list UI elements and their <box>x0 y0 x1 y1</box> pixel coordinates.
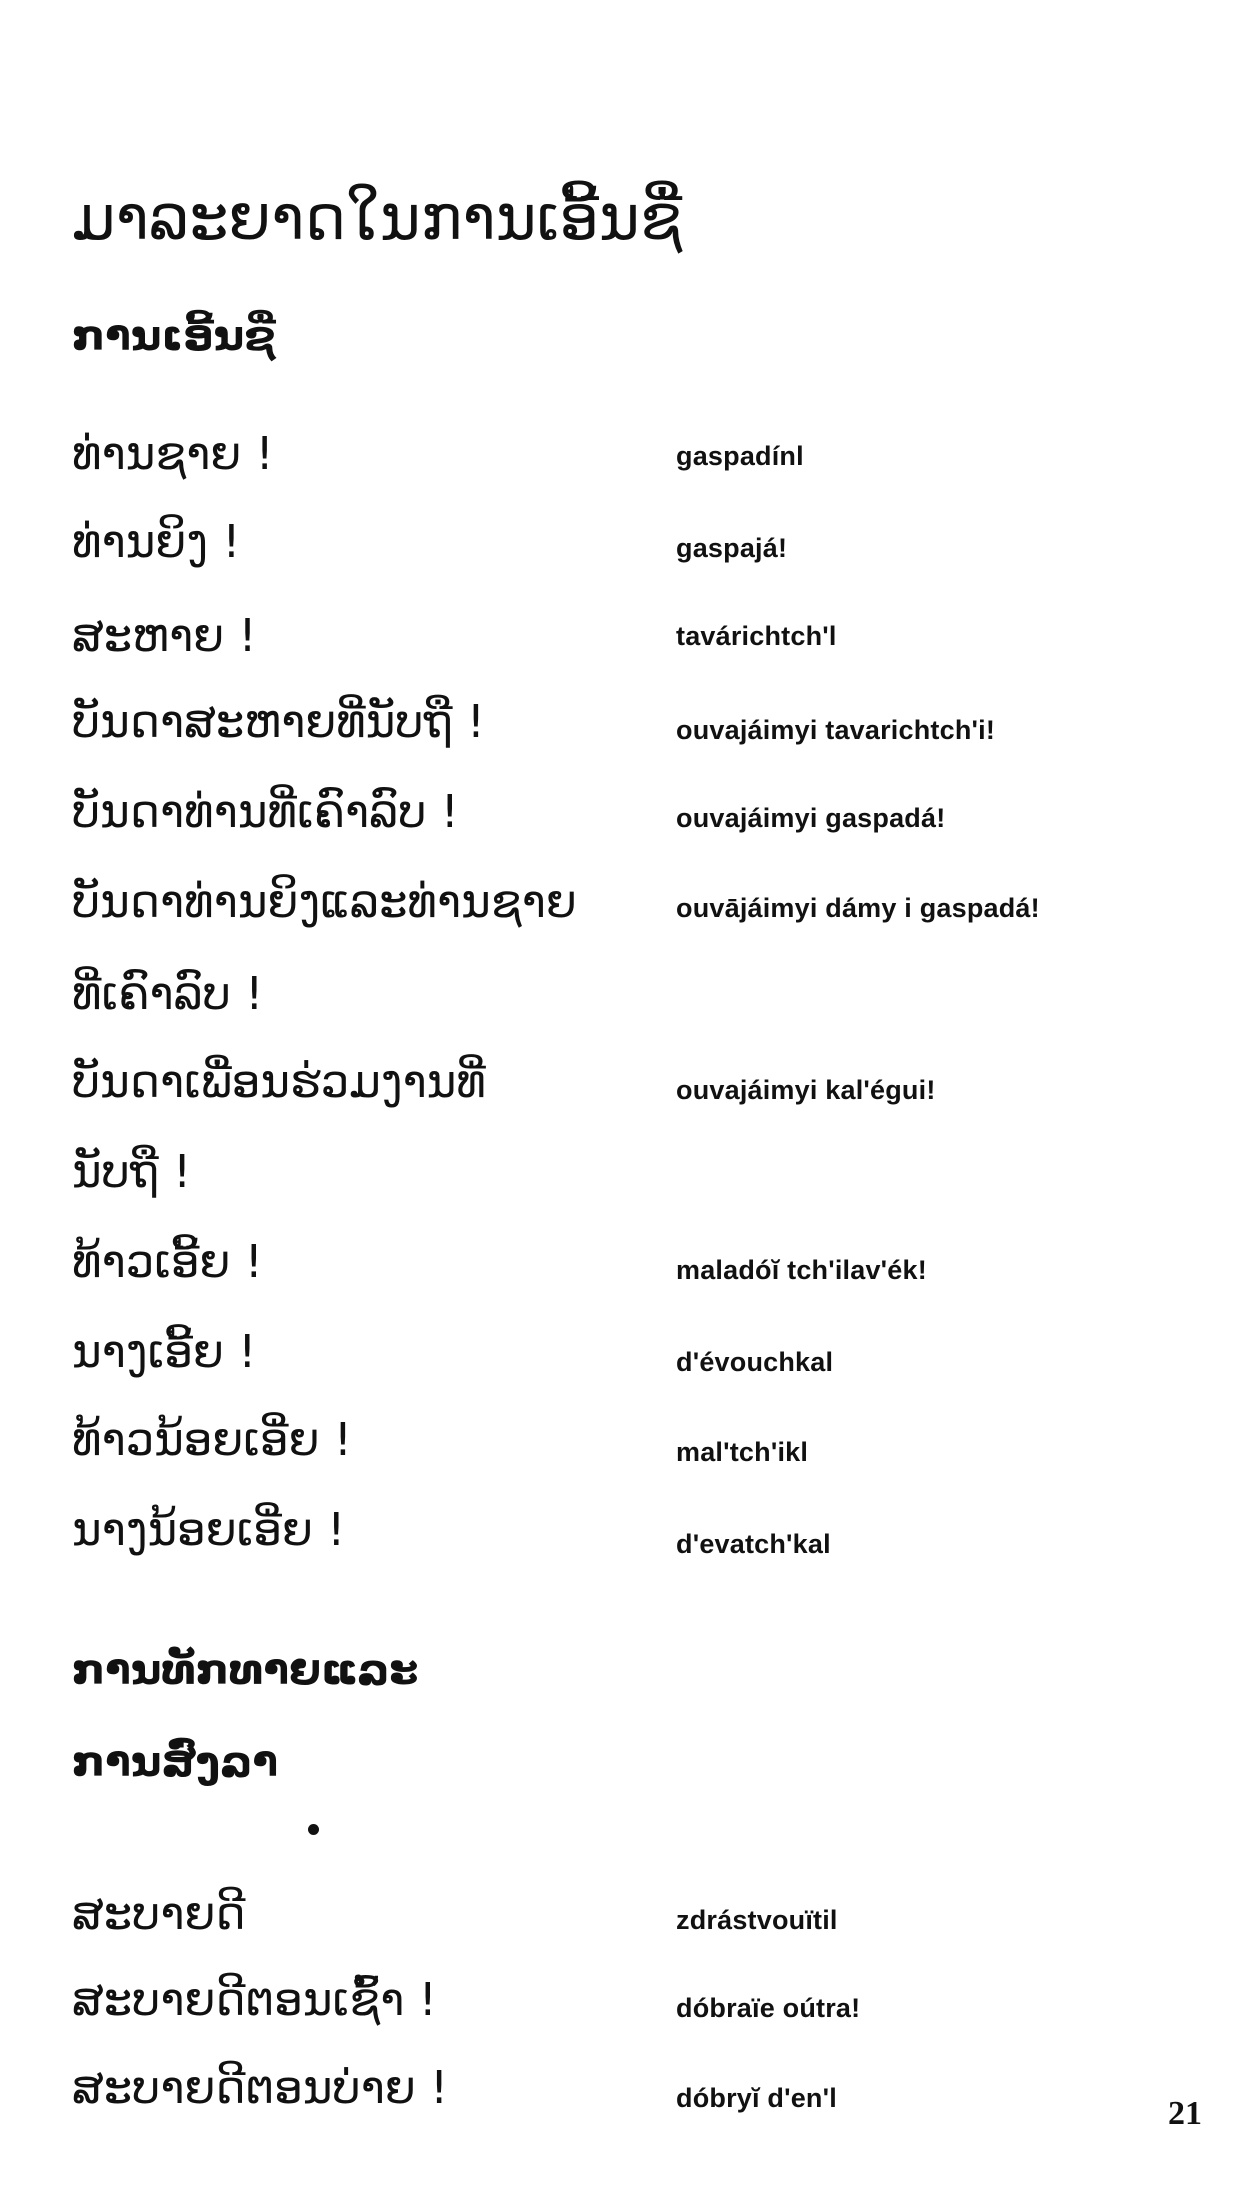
phrase-lao: ນາງເອີ້ຍ ! <box>72 1325 257 1378</box>
phrase-translation: gaspadínl <box>676 441 804 471</box>
phrase-lao: ທ້າວເອີ້ຍ ! <box>72 1235 263 1288</box>
phrase-translation: ouvajáimyi gaspadá! <box>676 803 946 833</box>
phrase-translation: d'evatch'kal <box>676 1529 831 1559</box>
section-heading-addressing: ການເອີ້ນຊື່ <box>72 311 276 360</box>
phrase-translation: ouvajáimyi kal'égui! <box>676 1075 936 1105</box>
phrase-lao-continued: ທີ່ເຄົາລົບ ! <box>72 967 264 1020</box>
phrase-lao: ທ່ານຊາຍ ! <box>72 427 274 480</box>
section-heading-greetings: ການທັກທາຍແລະ <box>72 1645 419 1694</box>
phrase-translation: dóbryĭ d'en'l <box>676 2083 837 2113</box>
phrase-lao: ສະຫາຍ ! <box>72 609 257 662</box>
phrase-lao: ສະບາຍດີຕອນເຊົ້າ ! <box>72 1973 437 2026</box>
phrase-translation: zdrástvouïtil <box>676 1905 838 1935</box>
phrase-translation: ouvajáimyi tavarichtch'i! <box>676 715 996 745</box>
phrase-lao: ສະບາຍດີ <box>72 1887 246 1940</box>
phrase-lao: ທ້າວນ້ອຍເອີ່ຍ ! <box>72 1413 352 1466</box>
phrase-lao: ບັນດາທ່ານທີ່ເຄົາລົບ ! <box>72 785 459 838</box>
phrase-translation: d'évouchkal <box>676 1347 834 1377</box>
phrase-translation: gaspajá! <box>676 533 788 563</box>
section-heading-greetings-continued: ການສົ່ງລາ <box>72 1737 278 1786</box>
phrase-translation: dóbraïe oútra! <box>676 1993 861 2023</box>
page-number: 21 <box>1168 2095 1202 2132</box>
phrase-lao: ທ່ານຍິງ ! <box>72 515 241 568</box>
phrase-lao: ສະບາຍດີຕອນບ່າຍ ! <box>72 2061 449 2114</box>
phrase-lao: ບັນດາເພື່ອນຮ່ວມງານທີ່ <box>72 1055 486 1108</box>
phrase-lao: ບັນດາທ່ານຍິງແລະທ່ານຊາຍ <box>72 875 577 928</box>
phrase-translation: tavárichtch'l <box>676 621 837 651</box>
phrase-lao: ນາງນ້ອຍເອີ່ຍ ! <box>72 1503 346 1556</box>
bullet-dot <box>308 1824 319 1835</box>
phrase-translation: mal'tch'ikl <box>676 1437 809 1467</box>
phrase-translation: maladóĭ tch'ilav'ék! <box>676 1255 927 1285</box>
phrase-lao-continued: ນັບຖື ! <box>72 1145 192 1198</box>
phrase-translation: ouvājáimyi dámy i gaspadá! <box>676 893 1040 923</box>
page-title: ມາລະຍາດໃນການເອີ້ນຊື່ <box>72 181 683 254</box>
phrase-lao: ບັນດາສະຫາຍທີ່ນັບຖື ! <box>72 695 485 748</box>
